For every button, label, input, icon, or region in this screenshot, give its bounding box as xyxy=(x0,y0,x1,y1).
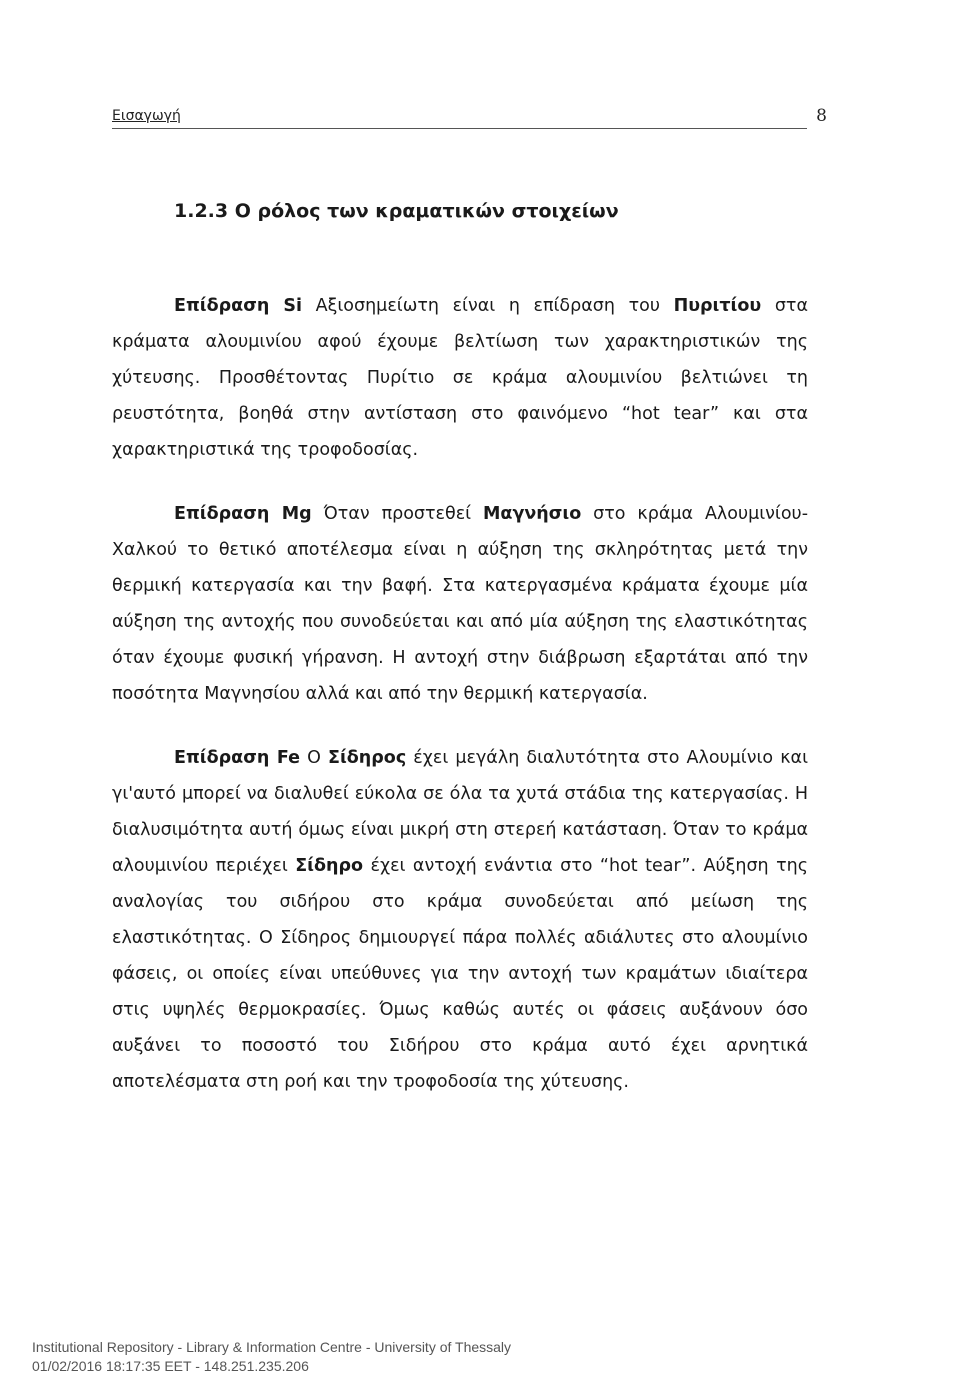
bold-term-silicon: Πυριτίου xyxy=(673,296,762,316)
page-number: 8 xyxy=(816,106,827,126)
paragraph-lead-magnesium: Επίδραση Mg xyxy=(174,504,312,524)
paragraph-lead-iron: Επίδραση Fe xyxy=(174,748,301,768)
section-title: 1.2.3 Ο ρόλος των κραματικών στοιχείων xyxy=(174,200,619,222)
footer-timestamp-line: 01/02/2016 18:17:35 EET - 148.251.235.206 xyxy=(32,1358,309,1374)
paragraph-text: έχει μεγάλη διαλυτότητα στο Αλουμίνιο και γι'αυτό μπορεί να διαλυθεί εύκολα σε όλα τα χυτά στάδια της κατεργασίας. Η διαλυσιμότητα αυτή όμως είναι μικρή στη στερεή κατάσταση. Όταν το κράμα αλουμινίου περιέχει xyxy=(112,748,809,876)
paragraph-lead-silicon: Επίδραση Si xyxy=(174,296,303,316)
paragraph-text: στο κράμα Αλουμινίου-Χαλκού το θετικό αποτέλεσμα είναι η αύξηση της σκληρότητας μετά την θερμική κατεργασία και την βαφή. Στα κατεργασμένα κράματα έχουμε μία αύξηση της αντοχής που συνοδεύεται και από μία αύξηση της ελαστικότητας όταν έχουμε φυσική γήρανση. Η αντοχή στην διάβρωση εξαρτάται από την ποσότητα Μαγνησίου αλλά και από την θερμική κατεργασία. xyxy=(112,504,809,704)
bold-term-iron: Σίδηρος xyxy=(328,748,407,768)
paragraph-text: στα κράματα αλουμινίου αφού έχουμε βελτίωση των χαρακτηριστικών της χύτευσης. Προσθέτοντας Πυρίτιο σε κράμα αλουμινίου βελτιώνει τη ρευστότητα, βοηθά στην αντίσταση στο φαινόμενο “hot tear” και στα χαρακτηριστικά της τροφοδοσίας. xyxy=(112,296,808,460)
bold-term-magnesium: Μαγνήσιο xyxy=(483,504,582,524)
paragraph-silicon-effect xyxy=(112,288,808,468)
paragraph-magnesium-effect xyxy=(112,496,808,712)
header-section-name: Εισαγωγή xyxy=(112,108,181,124)
paragraph-text: Όταν προστεθεί xyxy=(311,504,484,524)
repository-footer xyxy=(32,1338,511,1376)
paragraph-text: Ο xyxy=(300,748,329,768)
paragraph-text: Αξιοσημείωτη είναι η επίδραση του xyxy=(302,296,674,316)
running-header xyxy=(112,106,827,129)
footer-repository-line: Institutional Repository - Library & Information Centre - University of Thessaly xyxy=(32,1339,512,1355)
paragraph-text: έχει αντοχή ενάντια στο “hot tear”. Αύξηση της αναλογίας του σιδήρου στο κράμα συνοδεύεται από μείωση της ελαστικότητας. Ο Σίδηρος δημιουργεί πάρα πολλές αδιάλυτες στο αλουμίνιο φάσεις, οι οποίες είναι υπεύθυνες για την αντοχή των κραμάτων ιδιαίτερα στις υψηλές θερμοκρασίες. Όμως καθώς αυτές οι φάσεις αυξάνουν όσο αυξάνει το ποσοστό του Σιδήρου στο κράμα αυτό έχει αρνητικά αποτελέσματα στη ροή και την τροφοδοσία της χύτευσης. xyxy=(112,856,808,1092)
paragraph-iron-effect xyxy=(112,740,808,1100)
bold-term-iron-2: Σίδηρο xyxy=(295,856,364,876)
